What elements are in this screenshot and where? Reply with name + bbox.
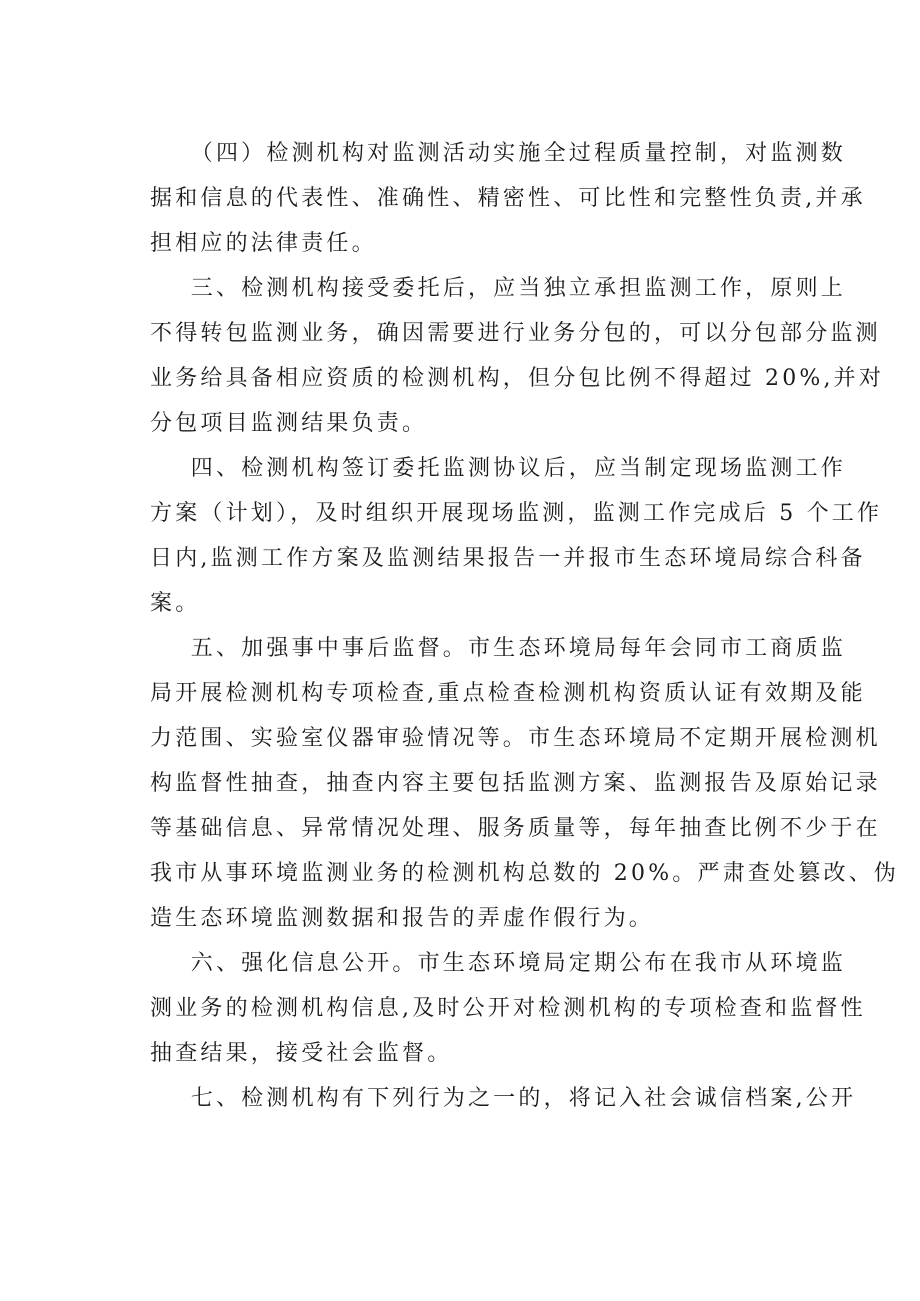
text-line: 日内,监测工作方案及监测结果报告一并报市生态环境局综合科备 (150, 546, 866, 571)
text-line: 五、加强事中事后监督。市生态环境局每年会同市工商质监 (150, 636, 846, 661)
text-line: 案。 (150, 591, 201, 616)
text-line: 抽查结果，接受社会监督。 (150, 1041, 453, 1066)
text-line: 局开展检测机构专项检查,重点检查检测机构资质认证有效期及能 (150, 681, 866, 706)
text-line: 不得转包监测业务，确因需要进行业务分包的，可以分包部分监测 (150, 321, 881, 346)
text-line: 七、检测机构有下列行为之一的，将记入社会诚信档案,公开 (150, 1086, 857, 1111)
paragraph-section-5 (150, 626, 900, 941)
text-line: 三、检测机构接受委托后，应当独立承担监测工作，原则上 (150, 276, 846, 301)
text-line: 力范围、实验室仪器审验情况等。市生态环境局不定期开展检测机 (150, 726, 881, 751)
text-line: 据和信息的代表性、准确性、精密性、可比性和完整性负责,并承 (150, 186, 866, 211)
text-line: 我市从事环境监测业务的检测机构总数的 20%。严肃查处篡改、伪 (150, 861, 900, 886)
text-line: 四、检测机构签订委托监测协议后，应当制定现场监测工作 (150, 456, 846, 481)
text-line: 方案（计划），及时组织开展现场监测，监测工作完成后 5 个工作 (150, 501, 883, 526)
text-line: 担相应的法律责任。 (150, 231, 377, 256)
document-body (150, 131, 900, 1121)
paragraph-para-4-inner (150, 131, 866, 266)
text-line: 等基础信息、异常情况处理、服务质量等，每年抽查比例不少于在 (150, 816, 881, 841)
paragraph-section-4 (150, 446, 883, 626)
text-line: 分包项目监测结果负责。 (150, 411, 428, 436)
paragraph-section-3 (150, 266, 885, 446)
text-line: 造生态环境监测数据和报告的弄虚作假行为。 (150, 906, 655, 931)
paragraph-section-7 (150, 1076, 857, 1121)
text-line: 测业务的检测机构信息,及时公开对检测机构的专项检查和监督性 (150, 996, 866, 1021)
text-line: 构监督性抽查，抽查内容主要包括监测方案、监测报告及原始记录 (150, 771, 881, 796)
text-line: （四）检测机构对监测活动实施全过程质量控制，对监测数 (150, 141, 846, 166)
text-line: 六、强化信息公开。市生态环境局定期公布在我市从环境监 (150, 951, 846, 976)
text-line: 业务给具备相应资质的检测机构，但分包比例不得超过 20%,并对 (150, 366, 885, 391)
paragraph-section-6 (150, 941, 866, 1076)
